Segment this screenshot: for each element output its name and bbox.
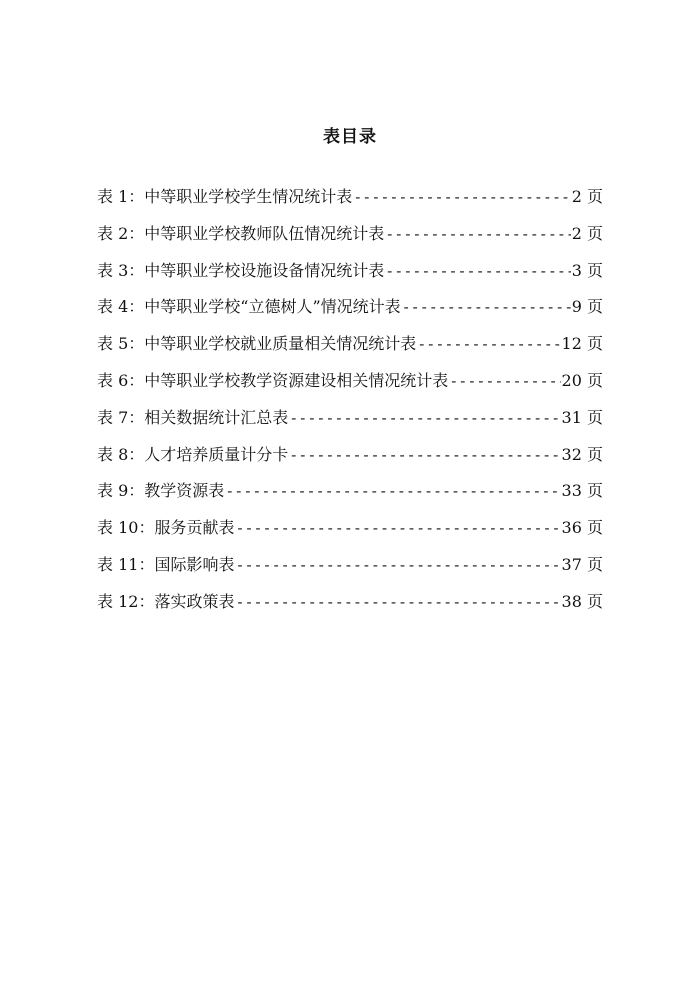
toc-leader [449, 372, 560, 390]
toc-entry-label: 表 3：中等职业学校设施设备情况统计表 [97, 260, 385, 280]
toc-leader [235, 556, 560, 574]
toc-entry-page: 37 页 [561, 554, 603, 574]
toc-entry-label: 表 5：中等职业学校就业质量相关情况统计表 [97, 334, 417, 354]
toc-entry-page: 2 页 [571, 223, 603, 243]
toc-entry-label: 表 10：服务贡献表 [97, 518, 235, 538]
toc-entry-page: 12 页 [561, 334, 603, 354]
toc-leader [289, 409, 560, 427]
toc-entry-page: 3 页 [571, 260, 603, 280]
toc-leader [385, 262, 570, 280]
toc-entry-page: 36 页 [561, 518, 603, 538]
toc-entry [97, 442, 603, 479]
toc-entry [97, 258, 603, 295]
table-of-contents [97, 184, 603, 626]
toc-entry-page: 2 页 [571, 187, 603, 206]
toc-entry [97, 478, 603, 515]
toc-entry [97, 221, 603, 258]
toc-entry [97, 368, 603, 405]
toc-entry-page: 31 页 [561, 407, 603, 427]
toc-entry [97, 294, 603, 331]
toc-entry-label: 表 7：相关数据统计汇总表 [97, 407, 289, 427]
toc-leader [417, 335, 560, 353]
toc-entry [97, 331, 603, 368]
toc-leader [353, 188, 570, 206]
toc-entry [97, 515, 603, 552]
toc-entry-page: 20 页 [561, 370, 603, 390]
toc-entry-page: 32 页 [561, 444, 603, 464]
toc-entry-page: 33 页 [561, 481, 603, 501]
toc-entry-page: 38 页 [561, 591, 603, 611]
toc-leader [225, 482, 560, 500]
toc-leader [235, 593, 560, 611]
toc-entry [97, 184, 603, 221]
toc-entry [97, 552, 603, 589]
toc-entry-label: 表 6：中等职业学校教学资源建设相关情况统计表 [97, 370, 449, 390]
toc-entry-label: 表 8：人才培养质量计分卡 [97, 444, 289, 464]
toc-leader [235, 519, 560, 537]
toc-entry-page: 9 页 [571, 297, 603, 317]
toc-leader [289, 446, 560, 464]
toc-entry-label: 表 9：教学资源表 [97, 481, 225, 501]
toc-entry-label: 表 2：中等职业学校教师队伍情况统计表 [97, 223, 385, 243]
toc-entry [97, 589, 603, 626]
page-title: 表目录 [323, 127, 377, 147]
toc-entry-label: 表 4：中等职业学校“立德树人”情况统计表 [97, 297, 401, 317]
toc-entry-label: 表 12：落实政策表 [97, 591, 235, 611]
toc-entry [97, 405, 603, 442]
toc-entry-label: 表 1：中等职业学校学生情况统计表 [97, 187, 353, 206]
toc-leader [402, 298, 571, 316]
toc-leader [385, 225, 570, 243]
toc-entry-label: 表 11：国际影响表 [97, 554, 235, 574]
